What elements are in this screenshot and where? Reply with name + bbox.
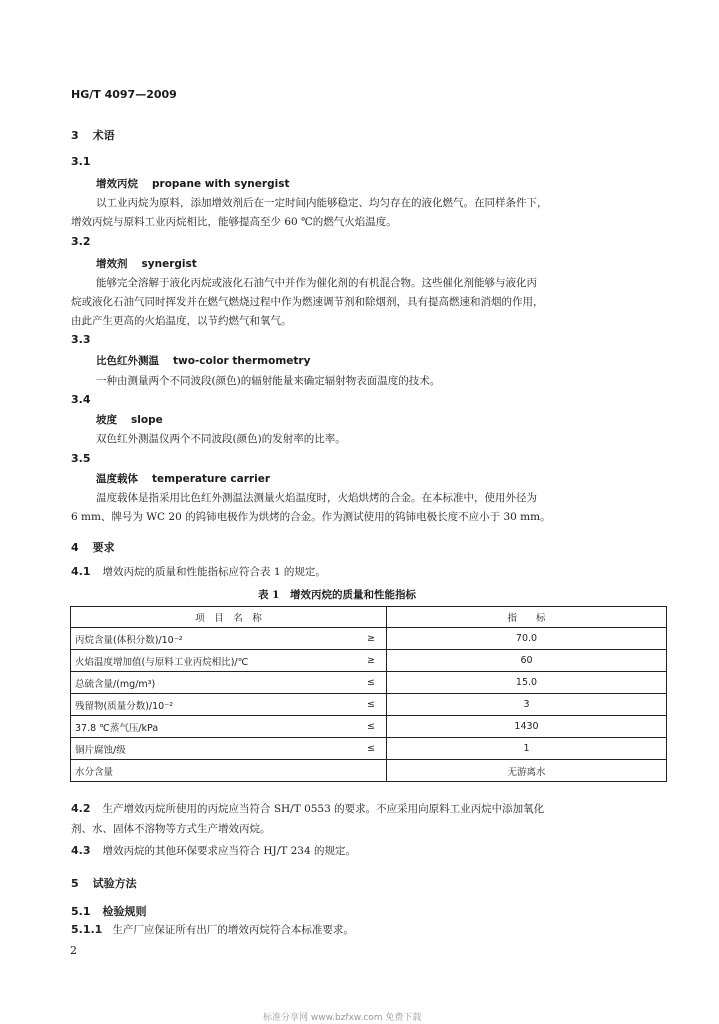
section-3-heading xyxy=(71,127,115,143)
clause-3-1-line-2: 增效丙烷与原料工业丙烷相比，能够提高至少 60 ℃的燃气火焰温度。 xyxy=(71,216,397,228)
term-en: temperature carrier xyxy=(152,473,270,485)
clause-4-1-text: 增效丙烷的质量和性能指标应符合表 1 的规定。 xyxy=(102,566,326,578)
row-value: 70.0 xyxy=(387,628,667,650)
section-3-number: 3 xyxy=(71,129,79,142)
page-number: 2 xyxy=(70,944,77,957)
row-value: 60 xyxy=(387,650,667,672)
row-item-name: 铜片腐蚀/级 xyxy=(71,738,357,760)
table-row xyxy=(71,716,667,738)
clause-4-2-line-1 xyxy=(71,801,544,816)
term-zh: 温度载体 xyxy=(96,473,138,485)
table-row xyxy=(71,628,667,650)
table-row xyxy=(71,694,667,716)
term-zh: 增效丙烷 xyxy=(96,178,138,190)
row-item-name: 水分含量 xyxy=(71,760,357,782)
clause-5-1-1-text: 生产厂应保证所有出厂的增效丙烷符合本标准要求。 xyxy=(112,924,354,936)
clause-3-1-number: 3.1 xyxy=(71,155,91,168)
clause-3-2-line-3: 由此产生更高的火焰温度，以节约燃气和氧气。 xyxy=(71,315,292,327)
term-en: propane with synergist xyxy=(152,178,290,190)
clause-3-5-line-2: 6 mm、牌号为 WC 20 的钨铈电极作为烘烤的合金。作为测试使用的钨铈电极长度不应小于 30 mm。 xyxy=(71,511,551,523)
clause-4-1 xyxy=(71,564,326,579)
row-value: 15.0 xyxy=(387,672,667,694)
term-en: two-color thermometry xyxy=(173,355,311,367)
clause-3-2-line-2: 烷或液化石油气同时挥发并在燃气燃烧过程中作为燃速调节剂和除烟剂，具有提高燃速和消烟的作用， xyxy=(71,296,544,308)
section-5-heading xyxy=(71,875,137,891)
table-row xyxy=(71,760,667,782)
row-value: 1 xyxy=(387,738,667,760)
clause-5-1-1 xyxy=(71,922,354,937)
term-en: slope xyxy=(131,414,163,426)
clause-3-2-line-1: 能够完全溶解于液化丙烷或液化石油气中并作为催化剂的有机混合物。这些催化剂能够与液化丙 xyxy=(96,277,537,289)
row-item-name: 37.8 ℃蒸气压/kPa xyxy=(71,716,357,738)
row-value: 3 xyxy=(387,694,667,716)
clause-3-4-line-1: 双色红外测温仪两个不同波段(颜色)的发射率的比率。 xyxy=(96,433,346,445)
clause-4-2-text: 生产增效丙烷所使用的丙烷应当符合 SH/T 0553 的要求。不应采用向原料工业丙烷中添加氧化 xyxy=(102,803,545,815)
term-en: synergist xyxy=(141,258,197,270)
row-operator: ≤ xyxy=(356,738,387,760)
clause-3-5-line-1: 温度载体是指采用比色红外测温法测量火焰温度时，火焰烘烤的合金。在本标准中，使用外径为 xyxy=(96,492,537,504)
clause-3-2-number: 3.2 xyxy=(71,235,91,248)
row-operator: ≥ xyxy=(356,628,387,650)
row-operator: ≤ xyxy=(356,672,387,694)
table-row xyxy=(71,738,667,760)
clause-3-3-number: 3.3 xyxy=(71,333,91,346)
row-item-name: 丙烷含量(体积分数)/10⁻² xyxy=(71,628,357,650)
section-5-title: 试验方法 xyxy=(92,877,137,890)
col-header-value: 指 标 xyxy=(387,607,667,628)
term-zh: 增效剂 xyxy=(96,258,128,270)
clause-4-3 xyxy=(71,843,356,858)
row-operator: ≥ xyxy=(356,650,387,672)
section-4-number: 4 xyxy=(71,541,79,554)
table-row xyxy=(71,672,667,694)
clause-4-3-text: 增效丙烷的其他环保要求应当符合 HJ/T 234 的规定。 xyxy=(102,845,356,857)
row-operator: ≤ xyxy=(356,694,387,716)
clause-5-1-number: 5.1 xyxy=(71,905,91,918)
row-item-name: 残留物(质量分数)/10⁻² xyxy=(71,694,357,716)
clause-5-1-heading xyxy=(71,903,147,919)
section-4-title: 要求 xyxy=(92,541,115,554)
term-zh: 比色红外测温 xyxy=(96,355,159,367)
clause-5-1-title: 检验规则 xyxy=(102,905,147,918)
section-3-title: 术语 xyxy=(92,129,115,142)
clause-4-1-number: 4.1 xyxy=(71,565,91,578)
clause-3-1-line-1: 以工业丙烷为原料，添加增效剂后在一定时间内能够稳定、均匀存在的液化燃气。在同样条件下， xyxy=(96,197,548,209)
row-value: 1430 xyxy=(387,716,667,738)
watermark-footer: 标准分享网 www.bzfxw.com 免费下载 xyxy=(263,1013,422,1023)
clause-3-5-term xyxy=(96,471,270,486)
table-row xyxy=(71,650,667,672)
row-operator xyxy=(356,760,387,782)
table-1-caption: 表 1 增效丙烷的质量和性能指标 xyxy=(258,589,416,601)
clause-3-2-term xyxy=(96,256,197,271)
clause-4-3-number: 4.3 xyxy=(71,844,91,857)
clause-5-1-1-number: 5.1.1 xyxy=(71,923,103,936)
clause-3-3-term xyxy=(96,353,310,368)
term-zh: 坡度 xyxy=(96,414,117,426)
clause-3-3-line-1: 一种由测量两个不同波段(颜色)的辐射能量来确定辐射物表面温度的技术。 xyxy=(96,375,441,387)
clause-4-2-line-2: 剂、水、固体不溶物等方式生产增效丙烷。 xyxy=(71,823,271,835)
clause-3-4-term xyxy=(96,412,163,427)
standard-code-header: HG/T 4097—2009 xyxy=(71,88,177,101)
table-header-row xyxy=(71,607,667,628)
clause-3-1-term xyxy=(96,176,289,191)
col-header-item: 项 目 名 称 xyxy=(71,607,387,628)
section-5-number: 5 xyxy=(71,877,79,890)
section-4-heading xyxy=(71,539,115,555)
clause-3-5-number: 3.5 xyxy=(71,452,91,465)
quality-index-table xyxy=(70,606,667,782)
row-item-name: 火焰温度增加值(与原料工业丙烷相比)/℃ xyxy=(71,650,357,672)
clause-4-2-number: 4.2 xyxy=(71,802,91,815)
row-operator: ≤ xyxy=(356,716,387,738)
row-value: 无游离水 xyxy=(387,760,667,782)
row-item-name: 总硫含量/(mg/m³) xyxy=(71,672,357,694)
clause-3-4-number: 3.4 xyxy=(71,393,91,406)
